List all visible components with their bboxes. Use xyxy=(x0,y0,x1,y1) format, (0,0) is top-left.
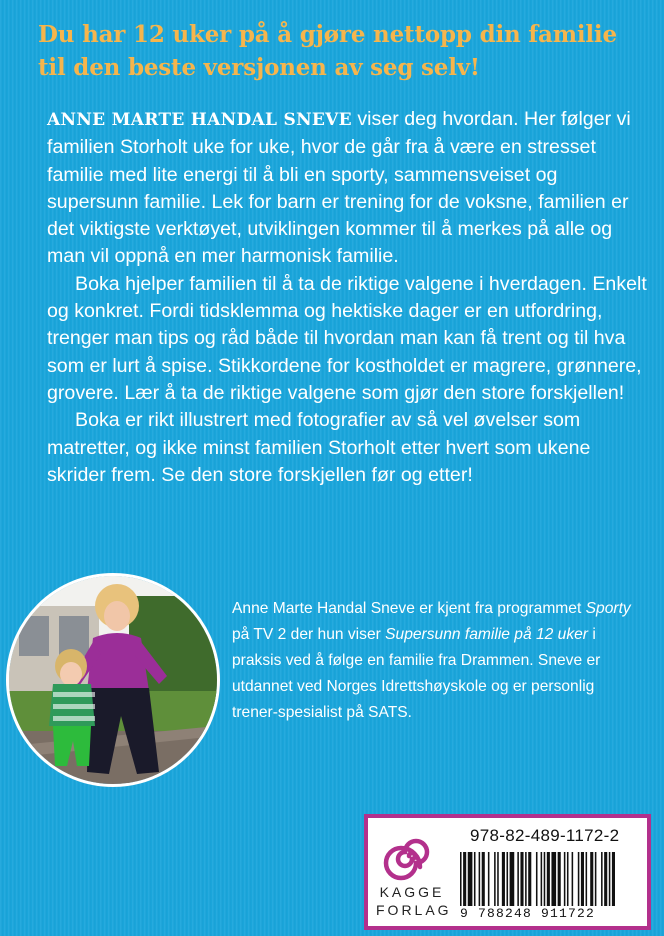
barcode-bar xyxy=(604,852,607,906)
barcode-bar xyxy=(564,852,566,906)
barcode-bar xyxy=(497,852,499,906)
barcode-bar xyxy=(590,852,593,906)
paragraph-1-text: viser deg hvordan. Her følger vi familien Storholt uke for uke, hvor de går fra å være en stresset familie med lite energi til å bli en sporty, sammensveiset og supersunn familie. Lek for barn er trening for de voksne, familien er det viktigste verktøyet, utviklingen kommer til å merkes på alle og man vil oppnå en mer harmonisk familie. xyxy=(47,108,631,268)
bio-text-part-3: i praksis ved å følge en familie fra Drammen. Sneve er utdannet ved Norges Idrettshøyskole og er personlig trener-spesialist på SATS. xyxy=(232,626,601,721)
barcode-bar xyxy=(609,852,611,906)
back-cover-headline xyxy=(38,18,658,84)
isbn-number: 978-82-489-1172-2 xyxy=(470,826,620,845)
barcode-bar xyxy=(536,852,538,906)
spiral-logo-icon xyxy=(374,826,444,882)
ean-barcode xyxy=(460,852,642,906)
publisher-name-line-2: FORLAG xyxy=(376,902,452,918)
author-bio xyxy=(232,596,642,726)
barcode-bar xyxy=(460,852,462,906)
bio-text-part-2: på TV 2 der hun viser xyxy=(232,626,386,643)
headline-line-1: Du har 12 uker på å gjøre nettopp din familie xyxy=(38,21,617,48)
barcode-bar xyxy=(601,852,603,906)
barcode-bar xyxy=(468,852,473,906)
barcode-bar xyxy=(488,852,490,906)
barcode-bar xyxy=(612,852,615,906)
author-photo xyxy=(6,573,220,787)
barcode-bar xyxy=(479,852,481,906)
barcode-bar xyxy=(547,852,550,906)
blurb-paragraph-1 xyxy=(47,106,647,271)
blurb-paragraph-2: Boka hjelper familien til å ta de riktige valgene i hverdagen. Enkelt og konkret. Fordi tidsklemma og hektiske dager er en utfordring, trenger man tips og råd både til hvordan man kan få trent og til hva som er lurt å spise. Stikkordene for kostholdet er magrere, grønnere, grovere. Lær å ta de riktige valgene som gjør den store forskjellen! xyxy=(47,272,647,404)
barcode-bar xyxy=(572,852,574,906)
barcode-bar xyxy=(507,852,509,906)
barcode-bar xyxy=(517,852,519,906)
barcode-bar xyxy=(581,852,584,906)
bio-text-part-1: Anne Marte Handal Sneve er kjent fra programmet xyxy=(232,600,586,617)
barcode-bar xyxy=(528,852,531,906)
barcode-bar xyxy=(578,852,580,906)
blurb xyxy=(47,106,647,489)
barcode-bar xyxy=(558,852,561,906)
barcode-bar xyxy=(551,852,556,906)
barcode-bar xyxy=(494,852,496,906)
publisher-logo xyxy=(374,826,452,926)
barcode-bar xyxy=(525,852,527,906)
barcode-bar xyxy=(502,852,505,906)
bio-show-title: Sporty xyxy=(585,600,631,617)
barcode-bar xyxy=(595,852,597,906)
barcode-bar xyxy=(544,852,546,906)
bio-book-title: Supersunn familie på 12 uker xyxy=(385,626,588,643)
barcode-bar xyxy=(586,852,588,906)
headline-line-2: til den beste versjonen av seg selv! xyxy=(38,54,480,81)
barcode-bar xyxy=(567,852,569,906)
barcode-bar xyxy=(541,852,543,906)
barcode-bar xyxy=(520,852,523,906)
author-name-caps: ANNE MARTE HANDAL SNEVE xyxy=(47,110,352,130)
barcode-bar xyxy=(463,852,466,906)
ean-digits: 9 788248 911722 xyxy=(460,906,596,921)
blurb-paragraph-3: Boka er rikt illustrert med fotografier av så vel øvelser som matretter, og ikke minst familien Storholt etter hvert som ukene skrider frem. Se den store forskjellen før og etter! xyxy=(47,409,591,486)
barcode-bar xyxy=(474,852,476,906)
barcode-panel xyxy=(364,814,651,930)
author-bio-text xyxy=(232,596,642,726)
author-photo-illustration xyxy=(9,576,217,784)
publisher-name-line-1: KAGGE xyxy=(379,884,445,900)
barcode-bar xyxy=(482,852,485,906)
barcode-bar xyxy=(510,852,515,906)
